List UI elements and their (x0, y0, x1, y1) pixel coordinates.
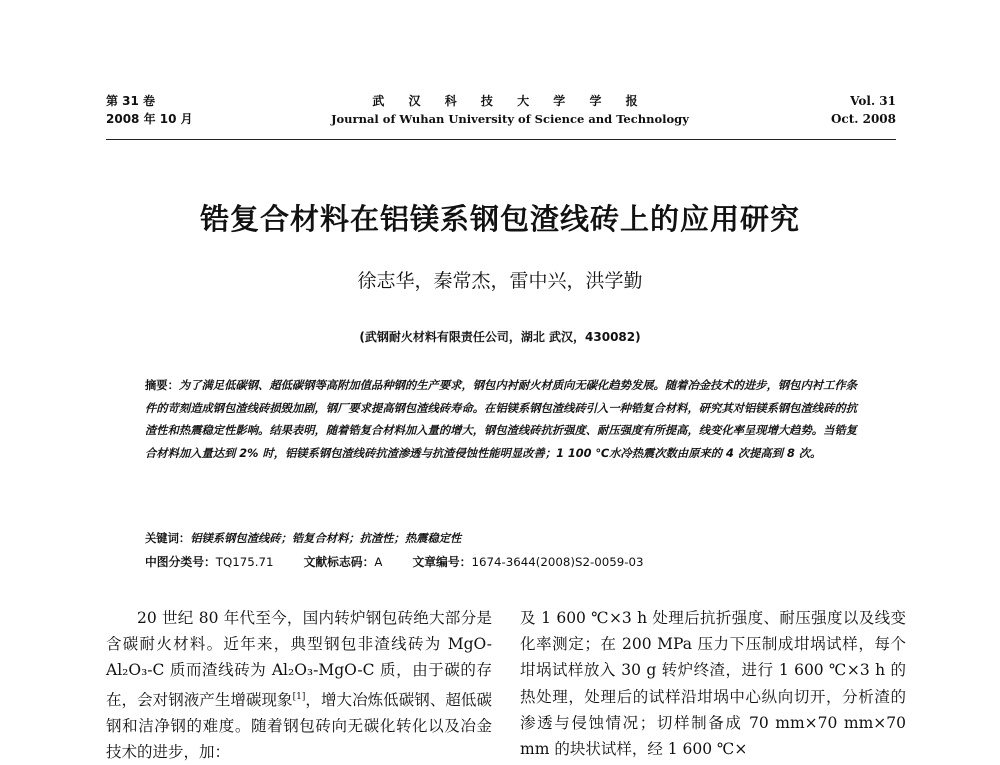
affiliation: (武钢耐火材料有限责任公司，湖北 武汉，430082) (359, 330, 641, 344)
doc-code-value: A (374, 555, 383, 569)
body-right-column (520, 605, 906, 762)
citation-ref: [1] (292, 691, 306, 702)
abstract-label: 摘要： (145, 379, 179, 392)
keywords-text: 铝镁系钢包渣线砖；锆复合材料；抗渣性；热震稳定性 (190, 532, 462, 545)
abstract (145, 375, 857, 465)
body-left-column (106, 605, 492, 765)
header-rule (106, 139, 896, 140)
keywords (145, 530, 857, 546)
date-cn: 2008 年 10 月 (106, 112, 193, 126)
journal-name-en: Journal of Wuhan University of Science and Technology (331, 112, 689, 126)
classification-line (145, 553, 857, 570)
abstract-text: 为了满足低碳钢、超低碳钢等高附加值品种钢的生产要求，钢包内衬耐火材质向无碳化趋势发展。随着冶金技术的进步，钢包内衬工作条件的苛刻造成钢包渣线砖损毁加剧，钢厂要求提高钢包渣线砖寿命。在铝镁系钢包渣线砖引入一种锆复合材料，研究其对铝镁系钢包渣线砖的抗渣性和热震稳定性影响。结果表明，随着锆复合材料加入量的增大，钢包渣线砖抗折强度、耐压强度有所提高，线变化率呈现增大趋势。当锆复合材料加入量达到 2% 时，铝镁系钢包渣线砖抗渣渗透与抗渣侵蚀性能明显改善；1 100 ℃水冷热震次数由原来的 4 次提高到 8 次。 (145, 379, 857, 460)
doc-code-label: 文献标志码： (303, 555, 375, 569)
date-en: Oct. 2008 (830, 112, 896, 126)
right-column-text: 及 1 600 ℃×3 h 处理后抗折强度、耐压强度以及线变化率测定；在 200 MPa 压力下压制成坩埚试样，每个坩埚试样放入 30 g 转炉终渣，进行 1 600 ℃×3 h 的热处理，处理后的试样沿坩埚中心纵向切开，分析渣的渗透与侵蚀情况；切样制备成 70 mm×70 mm×70 mm 的块状试样，经 1 600 ℃× (520, 609, 906, 759)
clc-label: 中图分类号： (145, 555, 216, 569)
paper-title: 锆复合材料在铝镁系钢包渣线砖上的应用研究 (199, 202, 800, 236)
keywords-label: 关键词： (145, 532, 191, 545)
clc-value: TQ175.71 (215, 555, 274, 569)
body-paragraph (106, 605, 492, 765)
header-right (831, 92, 896, 128)
author-list: 徐志华，秦常杰，雷中兴，洪学勤 (357, 270, 643, 292)
article-number-label: 文章编号： (412, 555, 472, 569)
volume-en: Vol. 31 (850, 94, 896, 108)
left-column-text-cont: ，增大冶炼低碳钢、超低碳钢和洁净钢的难度。随着钢包砖向无碳化转化以及冶金技术的进步，加： (106, 690, 492, 762)
journal-name-cn: 武 汉 科 技 大 学 学 报 (372, 94, 648, 108)
header-left (106, 92, 193, 128)
volume-cn: 第 31 卷 (106, 94, 156, 108)
header-center (300, 92, 720, 128)
article-number-value: 1674-3644(2008)S2-0059-03 (471, 555, 644, 569)
left-column-text: 20 世纪 80 年代至今，国内转炉钢包砖绝大部分是含碳耐火材料。近年来，典型钢包非渣线砖为 MgO-Al₂O₃-C 质而渣线砖为 Al₂O₃-MgO-C 质，由于碳的存在，会对钢液产生增碳现象 (106, 609, 492, 709)
